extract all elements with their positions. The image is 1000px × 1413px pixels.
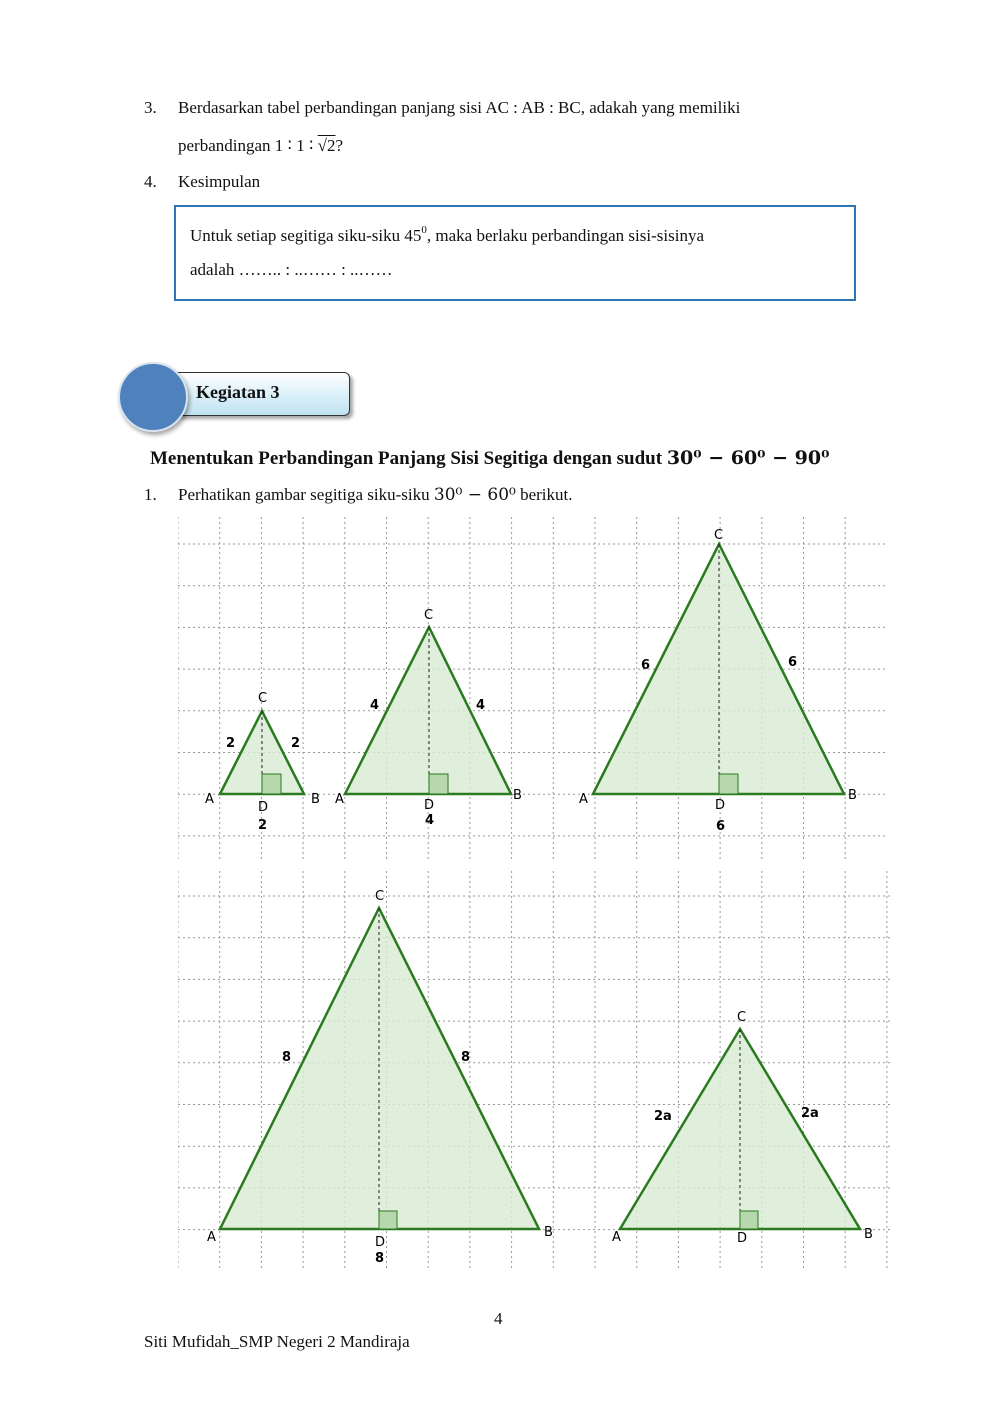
step-1-number: 1. — [144, 485, 157, 504]
triangle-4-side-left: 8 — [282, 1050, 292, 1065]
triangle-5-right-angle — [740, 1211, 758, 1229]
triangle-2-side-left: 4 — [370, 698, 380, 713]
triangle-5 — [612, 1010, 873, 1246]
triangle-4-side-right: 8 — [461, 1050, 471, 1065]
triangle-2 — [335, 608, 522, 828]
item-4-number: 4. — [144, 172, 157, 191]
triangle-2-right-angle — [429, 774, 448, 794]
triangle-4-base: 8 — [375, 1251, 385, 1266]
triangle-4-label-d: D — [375, 1235, 386, 1250]
triangle-3-side-left: 6 — [641, 658, 651, 673]
step-1-math: 30⁰ − 60⁰ — [433, 485, 516, 505]
triangle-1-right-angle — [262, 774, 281, 794]
triangle-1-label-b: B — [311, 792, 320, 807]
triangle-1-side-left: 2 — [226, 736, 236, 751]
triangle-3-label-a: A — [579, 792, 588, 807]
triangle-1-label-d: D — [258, 800, 269, 815]
activity-label: Kegiatan 3 — [196, 382, 280, 402]
triangle-4-label-c: C — [375, 889, 385, 904]
triangle-2-side-right: 4 — [476, 698, 486, 713]
page-number: 4 — [494, 1309, 503, 1328]
triangle-3-base: 6 — [716, 819, 726, 834]
triangle-5-label-d: D — [737, 1231, 748, 1246]
triangle-1-label-a: A — [205, 792, 214, 807]
section-title-math: 30⁰ − 60⁰ − 90⁰ — [666, 447, 830, 469]
triangle-2-label-b: B — [513, 788, 522, 803]
section-title-text: Menentukan Perbandingan Panjang Sisi Segitiga dengan sudut — [150, 448, 667, 469]
triangle-2-label-a: A — [335, 792, 344, 807]
triangle-3-label-b: B — [848, 788, 857, 803]
triangle-1-side-right: 2 — [291, 736, 301, 751]
conclusion-pre: Untuk setiap segitiga siku-siku 45 — [190, 226, 422, 245]
figure-triangles-bottom — [178, 871, 890, 1271]
figure-triangles-top — [178, 517, 886, 861]
badge-circle-icon — [118, 362, 188, 432]
conclusion-post: , maka berlaku perbandingan sisi-sisinya — [426, 226, 704, 245]
step-1-text — [178, 484, 573, 506]
item-3-line1: Berdasarkan tabel perbandingan panjang sisi AC : AB : BC, adakah yang memiliki — [178, 98, 741, 117]
section-title — [150, 447, 829, 470]
triangle-2-label-c: C — [424, 608, 434, 623]
triangle-5-label-c: C — [737, 1010, 747, 1025]
triangle-2-base: 4 — [425, 813, 435, 828]
conclusion-box — [174, 205, 856, 301]
triangle-4-right-angle — [379, 1211, 397, 1229]
triangle-5-label-b: B — [864, 1227, 873, 1242]
triangle-4-label-b: B — [544, 1225, 553, 1240]
triangle-3-side-right: 6 — [788, 655, 798, 670]
item-4-text: Kesimpulan — [178, 172, 261, 191]
triangle-2-label-d: D — [424, 798, 435, 813]
triangle-3-label-d: D — [715, 798, 726, 813]
triangle-1-label-c: C — [258, 691, 268, 706]
triangle-3 — [579, 528, 857, 834]
step-1-post: berikut. — [515, 485, 573, 504]
triangle-4-label-a: A — [207, 1230, 216, 1245]
conclusion-line1 — [190, 213, 842, 253]
triangle-5-label-a: A — [612, 1230, 621, 1245]
triangle-1-base: 2 — [258, 818, 268, 833]
question-mark: ? — [335, 136, 344, 155]
footer-author: Siti Mufidah_SMP Negeri 2 Mandiraja — [144, 1332, 410, 1351]
triangle-5-side-left: 2a — [654, 1109, 672, 1124]
triangle-4 — [207, 889, 553, 1266]
triangle-5-side-right: 2a — [801, 1106, 819, 1121]
item-3-line2-text: perbandingan 1 ∶ 1 ∶ — [178, 136, 318, 155]
conclusion-degree: 0 — [421, 224, 427, 236]
triangle-3-label-c: C — [714, 528, 724, 543]
triangle-3-right-angle — [719, 774, 738, 794]
step-1-pre: Perhatikan gambar segitiga siku-siku — [178, 485, 434, 504]
item-3-line2 — [178, 135, 343, 157]
item-3-number: 3. — [144, 98, 157, 117]
conclusion-line2: adalah …….. : ..…… : ..…… — [190, 260, 393, 279]
sqrt-2: √2 — [317, 136, 336, 155]
